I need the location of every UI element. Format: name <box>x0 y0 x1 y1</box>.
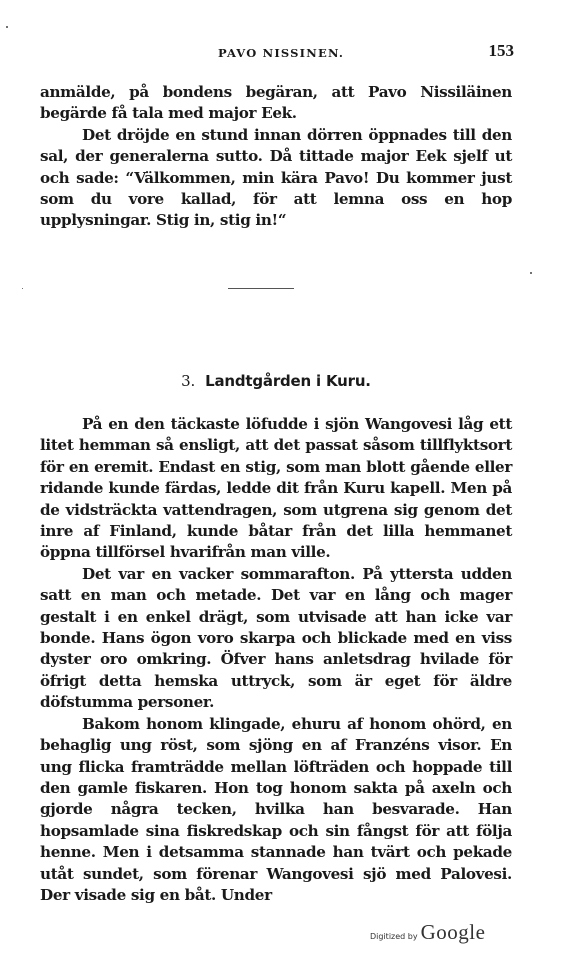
digitized-by-text: Digitized by <box>370 932 418 941</box>
page-number: 153 <box>488 41 514 60</box>
scan-speck <box>530 272 532 274</box>
page-header <box>36 41 518 64</box>
chapter-number: 3. <box>181 372 196 390</box>
section-divider <box>228 288 294 289</box>
paragraph: Bakom honom klingade, ehuru af honom ohörd, en behaglig ung röst, som sjöng en af Franzéns visor. En ung flicka framträdde mellan löfträden och hoppade till den gamle fiskaren. Hon tog honom sakta på axeln och gjorde några tecken, hvilka han besvarade. Han hopsamlade sina fiskredskap och sin fångst för att följa henne. Men i detsamma stannade han tvärt och pekade utåt sundet, som förenar Wangovesi sjö med Palovesi. Der visade sig en båt. Under <box>40 714 512 904</box>
body-text-section-2 <box>40 414 512 906</box>
paragraph: Det dröjde en stund innan dörren öppnades till den sal, der generalerna sutto. Då tittade major Eek sjelf ut och sade: “Välkommen, min kära Pavo! Du kommer just som du vore kallad, för att lemna oss en hop upplysningar. Stig in, stig in!“ <box>40 125 512 230</box>
paragraph: På en den täckaste löfudde i sjön Wangovesi låg ett litet hemman så ensligt, att det passat såsom tillflyktsort för en eremit. Endast en stig, som man blott gående eller ridande kunde färdas, ledde dit från Kuru kapell. Men på de vidsträckta vattendragen, som utgrena sig genom det inre af Finland, kunde båtar från det lilla hemmanet öppna tillförsel hvarifrån man ville. <box>40 415 512 562</box>
chapter-heading <box>40 372 512 390</box>
scan-speck <box>6 26 8 28</box>
google-logo: Google <box>420 920 486 944</box>
body-text-section-1 <box>40 82 512 232</box>
digitized-watermark <box>370 920 485 945</box>
chapter-title: Landtgården i Kuru. <box>205 372 371 390</box>
scan-speck <box>22 288 23 289</box>
paragraph: anmälde, på bondens begäran, att Pavo Nissiläinen begärde få tala med major Eek. <box>40 83 512 123</box>
running-title: PAVO NISSINEN. <box>218 46 345 60</box>
paragraph: Det var en vacker sommarafton. På yttersta udden satt en man och metade. Det var en lång och mager gestalt i en enkel drägt, som utvisade att han icke var bonde. Hans ögon voro skarpa och blickade med en viss dyster oro omkring. Öfver hans anletsdrag hvilade för öfrigt detta hemska uttryck, som är eget för äldre döfstumma personer. <box>40 564 512 712</box>
